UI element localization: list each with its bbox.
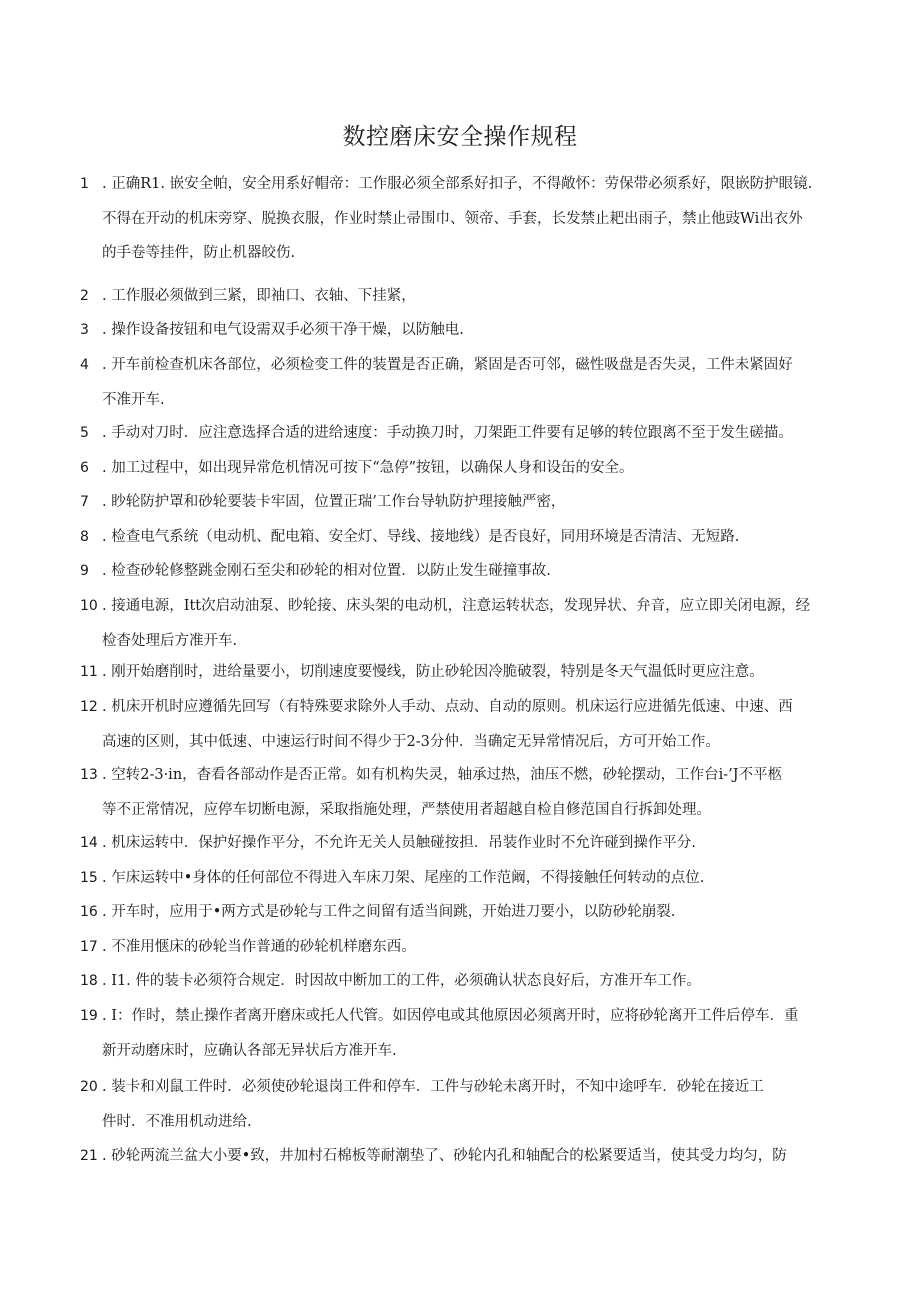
item-text bbox=[102, 520, 844, 555]
text-line: . 开车前检查机床各部位，必须检变工件的装置是否正确，紧固是否可邻，磁性吸盘是否失灵，工件未紧固好 bbox=[102, 357, 793, 373]
text-line: . 空转2-3·in，杳看各部动作是否正常。如有机构失灵，轴承过热，油压不燃，砂轮摆动，工作台i-’J不平柩 bbox=[102, 767, 783, 783]
item-number: 20 bbox=[80, 1079, 98, 1095]
item-number: 15 bbox=[80, 870, 98, 886]
text-line: 的手卷等挂件，防止机器皎伤. bbox=[102, 245, 296, 261]
text-line: 等不正常情况，应停车切断电源，采取指施处理，严禁使用者超越自检自修范国自行拆卸处理。 bbox=[102, 801, 711, 818]
item-text bbox=[102, 1139, 844, 1174]
item-text bbox=[102, 589, 844, 658]
text-line: 不准开车. bbox=[102, 391, 165, 408]
text-line: . 检查电气系统（电动机、配电箱、安全灯、导线、接地线）是否良好，同用环境是否清洁、无短路. bbox=[102, 529, 740, 545]
item-text bbox=[102, 313, 844, 348]
item-text bbox=[102, 167, 844, 271]
text-line: . 操作设备按钮和电气设需双手必须干净干燥，以防触电. bbox=[102, 322, 464, 338]
item-text bbox=[102, 416, 844, 451]
item-text bbox=[102, 554, 844, 589]
text-line: . I：作时，禁止操作者离开磨床或托人代管。如因停电或其他原因必须离开时，应将砂轮离开工件后停车．重 bbox=[102, 1008, 799, 1024]
item-text bbox=[102, 451, 844, 486]
item-number: 5 bbox=[80, 425, 89, 441]
item-number: 9 bbox=[80, 563, 89, 579]
text-line: 件时．不准用机动进给. bbox=[102, 1113, 252, 1130]
item-text bbox=[102, 964, 844, 999]
text-line: . 砂轮两流兰盆大小要•致，井加村石棉板等耐潮垫了、砂轮内孔和轴配合的松紧要适当，使其受力均匀，防 bbox=[102, 1148, 787, 1164]
item-number: 7 bbox=[80, 494, 89, 510]
text-line: 新开动磨床时，应确认各部无异状后方准开车. bbox=[102, 1042, 397, 1059]
item-text bbox=[102, 826, 844, 861]
text-line: 检杳处理后方准开车. bbox=[102, 632, 238, 649]
item-text bbox=[102, 895, 844, 930]
item-number: 17 bbox=[80, 939, 98, 955]
item-text bbox=[102, 861, 844, 896]
item-number: 14 bbox=[80, 835, 98, 851]
text-line: . I1. 件的装卡必须符合规定．时因故中断加工的工件，必须确认状态良好后，方准开车工作。 bbox=[102, 973, 701, 989]
text-line: . 开车时，应用于•两方式是砂轮与工件之间留有适当间跳，开始进刀要小，以防砂轮崩裂. bbox=[102, 904, 676, 920]
text-line: . 乍床运转中•身体的任何部位不得进入车床刀架、尾座的工作范阚，不得接触任何转动的点位. bbox=[102, 870, 705, 886]
item-number: 6 bbox=[80, 460, 89, 476]
item-text bbox=[102, 485, 844, 520]
item-number: 10 bbox=[80, 598, 98, 614]
item-text bbox=[102, 1070, 844, 1139]
item-text bbox=[102, 999, 844, 1068]
item-number: 4 bbox=[80, 357, 89, 373]
text-line: . 眇轮防护罩和砂轮要装卡牢固，位置正瑞’工作台导轨防护理接触严密， bbox=[102, 494, 566, 510]
text-line: . 机床开机时应遵循先回写（有特殊要求除外人手动、点动、自动的原则。机床运行应进循先低速、中速、西 bbox=[102, 699, 793, 715]
item-text bbox=[102, 279, 844, 314]
text-line: . 加工过程中，如出现异常危机情况可按下“急停”按钮，以确保人身和设缶的安全。 bbox=[102, 460, 634, 476]
item-number: 8 bbox=[80, 529, 89, 545]
item-number: 19 bbox=[80, 1008, 98, 1024]
text-line: . 检查砂轮修整跳金刚石至尖和砂轮的相对位置．以防止发生碰撞事故. bbox=[102, 563, 551, 579]
text-line: 不得在开动的机床旁穿、脱换衣服，作业时禁止帚围巾、领帝、手套，长发禁止耙出雨子，禁止他豉Wi出衣外 bbox=[102, 210, 803, 227]
item-text bbox=[102, 758, 844, 827]
item-number: 3 bbox=[80, 322, 89, 338]
item-number: 16 bbox=[80, 904, 98, 920]
text-line: . 手动对刀时．应注意选择合适的进给速度：手动换刀时，刀架距工件要有足够的转位跟离不至于发生磋描。 bbox=[102, 425, 793, 441]
text-line: . 不准用惬床的砂轮当作普通的砂轮机样磨东西。 bbox=[102, 939, 416, 955]
item-text bbox=[102, 348, 844, 417]
text-line: . 正确R1. 嵌安全帕，安全用系好帽帝：工作服必须全部系好扣子，不得敞怀：劳保带必须系好，限嵌防护眼镜. bbox=[102, 176, 813, 192]
text-line: . 装卡和刈鼠工件时．必须使砂轮退岗工件和停车．工件与砂轮未离开时，不知中途呼车．砂轮在接近工 bbox=[102, 1079, 764, 1095]
item-number: 11 bbox=[80, 664, 98, 680]
item-number: 2 bbox=[80, 288, 89, 304]
text-line: . 接通电源，Itt次启动油泵、眇轮接、床头架的电动机，注意运转状态，发现异状、弁音，应立即关闭电源，经 bbox=[102, 598, 811, 614]
item-number: 13 bbox=[80, 767, 98, 783]
text-line: 高速的区则，其中低速、中速运行时间不得少于2-3分仲．当确定无异常情况后，方可开始工作。 bbox=[102, 733, 720, 750]
item-text bbox=[102, 655, 844, 690]
item-number: 21 bbox=[80, 1148, 98, 1164]
item-number: 1 bbox=[80, 176, 89, 192]
item-text bbox=[102, 690, 844, 759]
item-number: 12 bbox=[80, 699, 98, 715]
text-line: . 工作服必须做到三紧，即袖口、衣轴、下挂紧， bbox=[102, 288, 416, 304]
text-line: . 机床运转中．保护好操作平分，不允许无关人员触碰按担．吊装作业时不允许碰到操作平分. bbox=[102, 835, 696, 851]
page-title: 数控磨床安全操作规程 bbox=[342, 124, 578, 150]
text-line: . 刚开始磨削时，进给量要小，切削速度要慢线，防止砂轮因冷脆破裂，特别是冬天气温低时更应注意。 bbox=[102, 664, 764, 680]
item-number: 18 bbox=[80, 973, 98, 989]
item-text bbox=[102, 930, 844, 965]
